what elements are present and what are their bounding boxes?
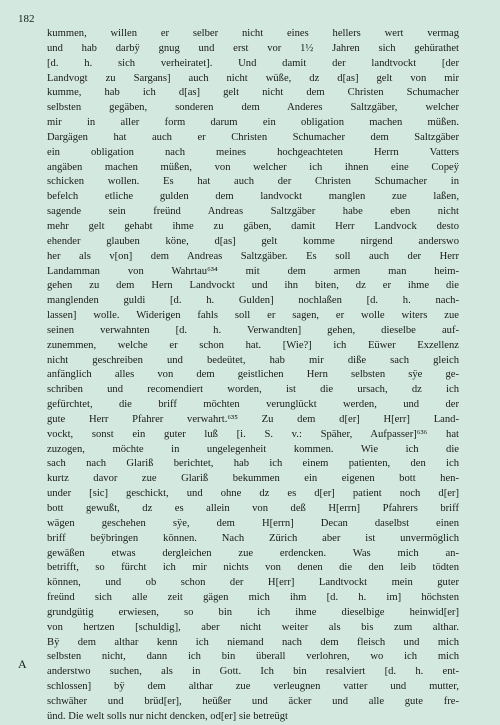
body-text [47, 27, 459, 725]
text-line: under [sic] geschickt, und ohne dz es d[er] patient noch d[er] [47, 488, 459, 500]
text-line: zuzogen, möchte in ungelegenheit kommen. Wie ich die [47, 443, 459, 455]
text-line: mir in aller form darum ein obligation machen müßen. [47, 117, 459, 129]
text-line: und hab darbÿ gnug und erst vor 1½ Jahren sich gehürathet [47, 42, 459, 54]
text-line: [d. h. sich verheiratet]. Und damit der landtvockt [der [47, 57, 459, 69]
text-line: vockt, sonst ein guter luß [i. S. v.: Späher, Aufpasser]⁶³⁶ hat [47, 428, 459, 440]
text-line: manglenden guldi [d. h. Gulden] nochlaßen [d. h. nach- [47, 295, 459, 307]
text-line: schwäher und brüd[er], heüßer und äcker und alle gute fre- [47, 695, 459, 707]
text-line: schlossen] bÿ dem althar zue verleugnen vatter und mutter, [47, 681, 459, 693]
text-line: nicht geschreiben und bedeütet, hab mir diße sach gleich [47, 354, 459, 366]
text-line: von hertzen [schuldig], aber nicht weiter als bis zum althar. [47, 621, 459, 633]
text-line: freünd sich alle zeit gägen mich ihm [d. h. im] höchsten [47, 592, 459, 604]
text-line: schriben und recomendiert worden, ist die ursach, dz ich [47, 384, 459, 396]
text-line: gute Herr Pfahrer verwahrt.⁶³⁵ Zu dem d[er] H[err] Land- [47, 413, 459, 425]
text-line: grundgütig erwiesen, so bin ich ihme dieselbige heinwid[er] [47, 606, 459, 618]
text-line: mehr gelt gehabt ihme zu gäben, damit Herr Landvock desto [47, 220, 459, 232]
text-line: anderstwo suchen, als in Gott. Ich bin resalviert [d. h. ent- [47, 666, 459, 678]
text-line: Bÿ dem althar kenn ich niemand nach dem fleisch und mich [47, 636, 459, 648]
text-line: lassen] wolle. Widerigen fahls soll er sagen, er wolle witers zue [47, 310, 459, 322]
text-line: ünd. Die welt solls nur nicht dencken, od[er] sie betreügt [47, 710, 288, 722]
text-line: sagende sein freünd Andreas Saltzgäber habe eben nicht [47, 206, 459, 218]
text-line: ehender glauben köne, d[as] gelt komme nirgend anderswo [47, 235, 459, 247]
text-line: kurtz davor zue Glariß bekummen ein eigenen bott hen- [47, 473, 459, 485]
text-line: gefürchtet, die briff möchten verunglückt werden, und der [47, 399, 459, 411]
text-line: ein obligation nach meines hochgeachteten Herrn Vatters [47, 146, 459, 158]
text-line: Dargägen hat auch er Christen Schumacher dem Saltzgäber [47, 131, 459, 143]
page-number: 182 [18, 13, 35, 25]
text-line: können, und ob schon der H[err] Landtvockt mein guter [47, 577, 459, 589]
text-line: befelch etliche gulden dem landvockt manglen zue laßen, [47, 191, 459, 203]
text-line: selbsten gegäben, sonderen dem Anderes Saltzgäber, welcher [47, 102, 459, 114]
text-line: zunemmen, welche er schon hat. [Wie?] ich Eüwer Exzellenz [47, 339, 459, 351]
footer-letter: A [18, 657, 27, 671]
text-line: kumme, hab ich d[as] gelt nicht dem Christen Schumacher [47, 87, 459, 99]
text-line: wägen geschehen sÿe, dem H[errn] Decan daselbst einen [47, 517, 459, 529]
text-line: anfänglich alles von dem geistlichen Hern selbsten sÿe ge- [47, 369, 459, 381]
text-line: betrifft, so fürcht ich mir nichts von denen die den leib tödten [47, 562, 459, 574]
text-line: her als v[on] dem Andreas Saltzgäber. Es soll auch der Herr [47, 250, 459, 262]
text-line: Landvogt zu Sargans] auch nicht wüße, dz d[as] gelt von mir [47, 72, 459, 84]
text-line: gehen zu dem Hern Landvockt und ihn biten, dz er ihme die [47, 280, 459, 292]
text-line: bott gewußt, dz es allein von deß H[errn] Pfahrers briff [47, 503, 459, 514]
text-line: angäben machen müßen, von welcher ich ihnen eine Copeÿ [47, 161, 459, 173]
text-line: seinen verwahnten [d. h. Verwandten] gehen, dieselbe auf- [47, 324, 459, 336]
text-line: gewäßen etwas dergleichen zue erdencken. Was mich an- [47, 547, 459, 559]
text-line: briff beÿbringen können. Nach Zürich aber ist unvermöglich [47, 532, 459, 544]
text-line: schicken wollen. Es hat auch der Christen Schumacher in [47, 176, 459, 188]
text-line: selbsten nicht, dann ich bin überall verlohren, wo ich mich [47, 651, 459, 663]
text-line: sach nach Glariß berichtet, hab ich einem patienten, den ich [47, 458, 459, 470]
text-line: kummen, willen er selber nicht eines hellers wert vermag [47, 28, 459, 39]
text-line: Landamman von Wahrtau⁶³⁴ mit dem armen man heim- [47, 265, 459, 277]
